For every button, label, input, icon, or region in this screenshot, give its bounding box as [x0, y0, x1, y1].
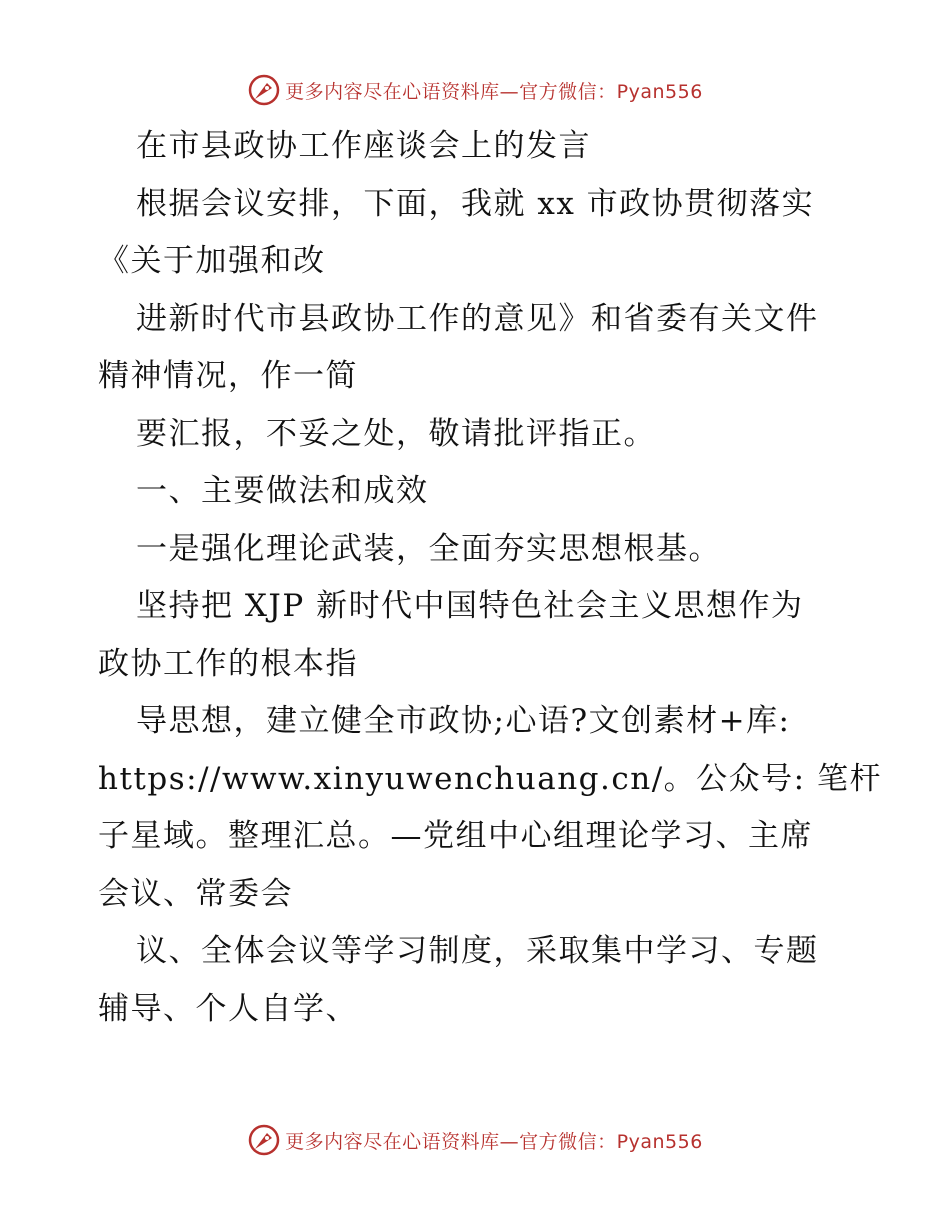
- pen-nib-logo-icon: [247, 1123, 281, 1157]
- watermark-text: 更多内容尽在心语资料库—官方微信：Pyan556: [285, 1130, 703, 1153]
- text-line: 坚持把 XJP 新时代中国特色社会主义思想作为: [136, 588, 804, 624]
- text-line: 进新时代市县政协工作的意见》和省委有关文件: [136, 300, 819, 337]
- watermark-text: 更多内容尽在心语资料库—官方微信：Pyan556: [285, 80, 703, 103]
- text-line: 一是强化理论武装，全面夯实思想根基。: [136, 530, 721, 567]
- text-line: 辅导、个人自学、: [98, 990, 358, 1027]
- pen-nib-logo-icon: [247, 73, 281, 107]
- text-line: 政协工作的根本指: [98, 645, 358, 682]
- text-line: 一、主要做法和成效: [136, 473, 429, 509]
- text-line: 要汇报，不妥之处，敬请批评指正。: [136, 415, 656, 452]
- document-body: [98, 118, 882, 1038]
- text-line: https://www.xinyuwenchuang.cn/。公众号: 笔杆: [98, 760, 882, 797]
- text-line: 根据会议安排，下面，我就 xx 市政协贯彻落实: [136, 185, 815, 222]
- text-line: 《关于加强和改: [98, 243, 326, 279]
- text-line: 在市县政协工作座谈会上的发言: [136, 128, 591, 164]
- text-line: 精神情况，作一简: [98, 358, 358, 394]
- text-line: 会议、常委会: [98, 875, 293, 912]
- text-line: 议、全体会议等学习制度，采取集中学习、专题: [136, 933, 819, 969]
- text-line: 导思想，建立健全市政协;心语?文创素材+库:: [136, 703, 791, 739]
- header-watermark: [0, 70, 950, 110]
- footer-watermark: [0, 1120, 950, 1160]
- text-line: 子星域。整理汇总。—党组中心组理论学习、主席: [98, 818, 813, 854]
